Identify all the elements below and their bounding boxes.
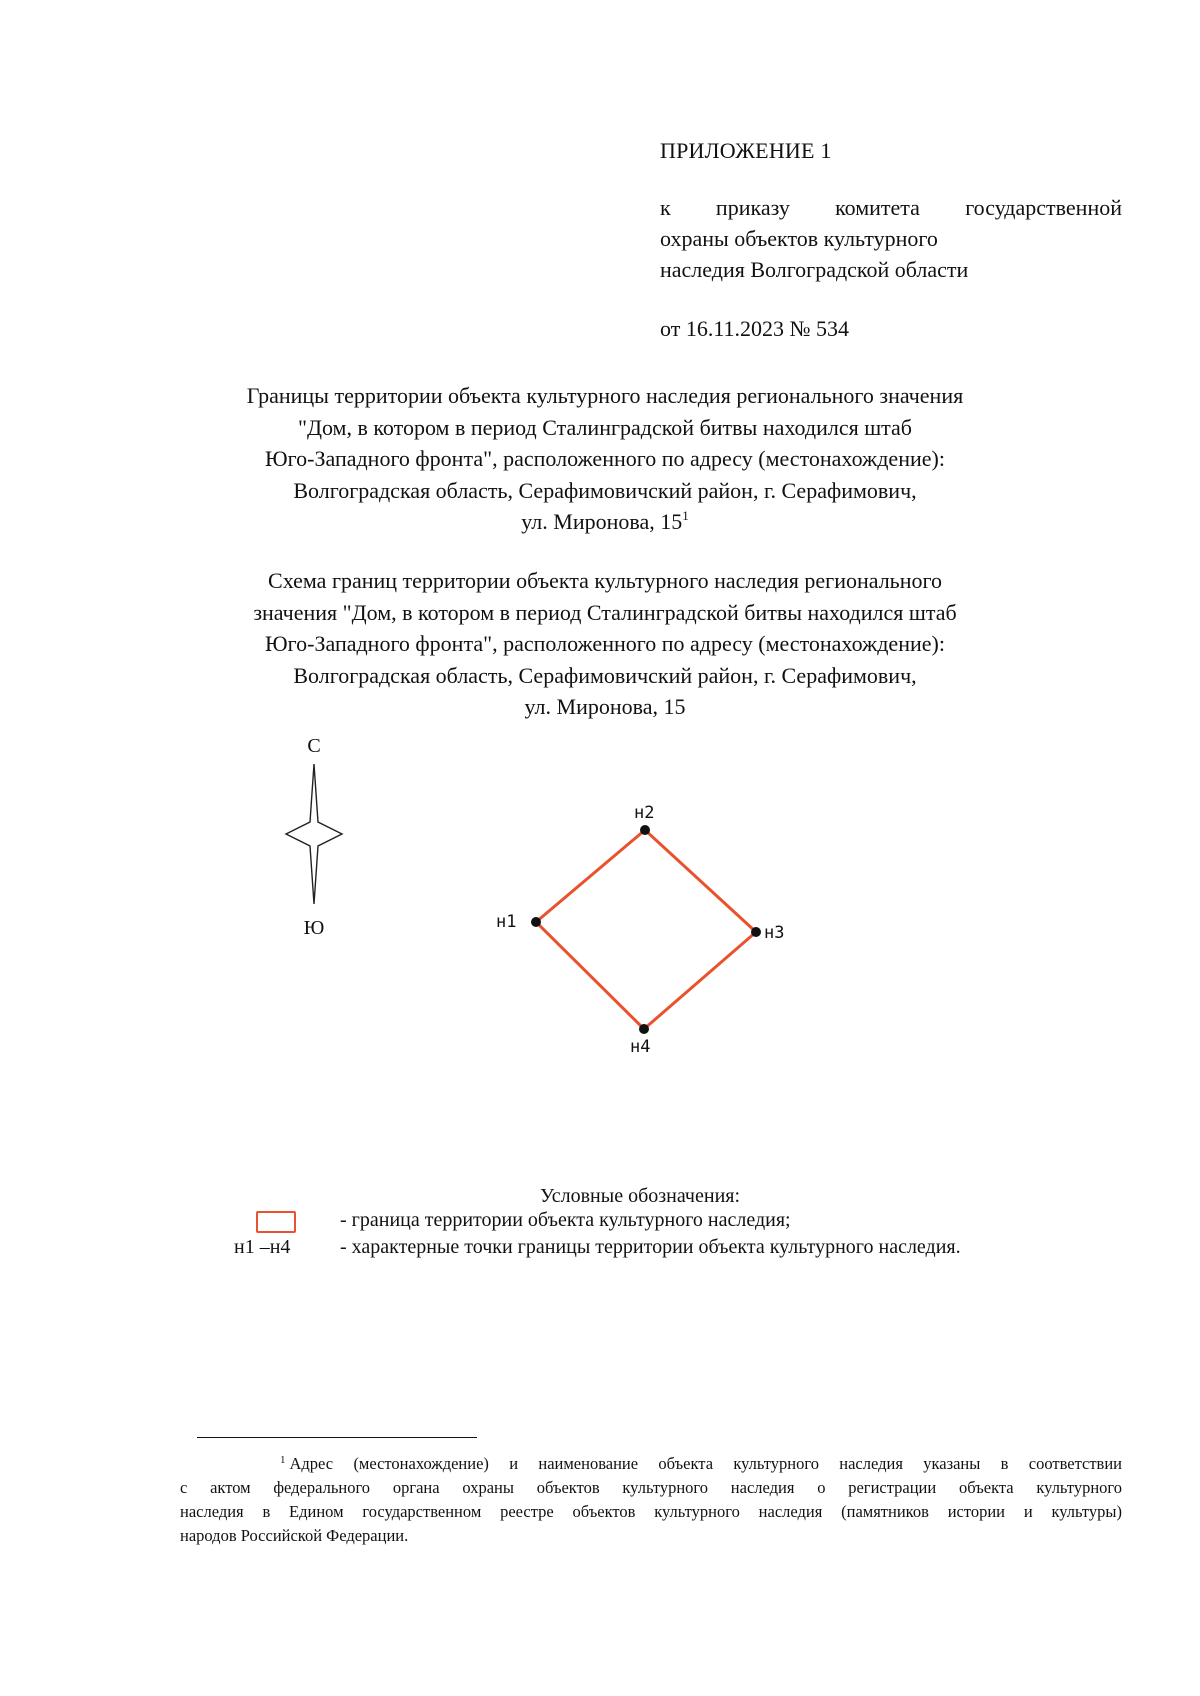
- footnote-separator: [197, 1437, 477, 1438]
- point-label-n2: н2: [634, 803, 655, 823]
- annex-reference-line-2: охраны объектов культурного: [660, 226, 938, 251]
- document-heading: [180, 380, 1030, 538]
- compass-north-label: С: [307, 735, 321, 757]
- annex-reference: [660, 192, 1122, 285]
- boundary-polygon: [536, 830, 756, 1029]
- schema-line-1: Схема границ территории объекта культурного наследия регионального: [268, 568, 942, 593]
- schema-title: [180, 565, 1030, 723]
- heading-line-4: Волгоградская область, Серафимовичский район, г. Серафимович,: [293, 477, 917, 503]
- annex-date: от 16.11.2023 № 534: [660, 316, 849, 341]
- legend-boundary-text: - граница территории объекта культурного наследия;: [340, 1209, 791, 1231]
- point-marker-n1: [531, 917, 541, 927]
- boundary-diagram: [480, 790, 820, 1070]
- footnote-line-2: с актом федерального органа охраны объектов культурного наследия о регистрации объекта культурного: [180, 1478, 1122, 1497]
- schema-line-3: Юго-Западного фронта", расположенного по адресу (местонахождение):: [265, 631, 945, 656]
- annex-reference-line-1: к приказу комитета государственной: [660, 195, 1122, 220]
- heading-line-3: Юго-Западного фронта", расположенного по адресу (местонахождение):: [265, 446, 945, 471]
- footnote-line-4: народов Российской Федерации.: [180, 1526, 409, 1545]
- annex-title: ПРИЛОЖЕНИЕ 1: [660, 138, 832, 163]
- point-marker-n4: [639, 1024, 649, 1034]
- point-label-n3: н3: [764, 923, 785, 943]
- schema-line-2: значения "Дом, в котором в период Сталинградской битвы находился штаб: [253, 599, 957, 625]
- footnote-mark: 1: [280, 1454, 286, 1466]
- point-marker-n2: [640, 825, 650, 835]
- heading-footnote-mark[interactable]: 1: [682, 508, 689, 523]
- legend-points-label: н1 –н4: [234, 1236, 291, 1258]
- heading-address: ул. Миронова, 15: [521, 509, 683, 534]
- legend-points-text: - характерные точки границы территории объекта культурного наследия.: [340, 1236, 961, 1258]
- footnote-line-3: наследия в Едином государственном реестре объектов культурного наследия (памятников истории и культуры): [180, 1502, 1122, 1521]
- footnote-line-1: [180, 1452, 1122, 1476]
- point-label-n4: н4: [630, 1037, 651, 1057]
- footnote-line-1-text: Адрес (местонахождение) и наименование объекта культурного наследия указаны в соответствии: [289, 1454, 1122, 1473]
- point-marker-n3: [751, 927, 761, 937]
- heading-line-2: "Дом, в котором в период Сталинградской битвы находился штаб: [297, 414, 912, 440]
- footnote: [180, 1452, 1122, 1548]
- schema-line-4: Волгоградская область, Серафимовичский район, г. Серафимович,: [293, 662, 917, 688]
- legend-title: Условные обозначения:: [540, 1185, 741, 1207]
- point-label-n1: н1: [496, 912, 517, 932]
- annex-reference-line-3: наследия Волгоградской области: [660, 257, 969, 282]
- compass-star-icon: [286, 764, 342, 904]
- compass-south-label: Ю: [303, 917, 325, 939]
- north-arrow-compass: [280, 730, 360, 940]
- heading-line-1: Границы территории объекта культурного наследия регионального значения: [246, 383, 964, 408]
- heading-line-5: [180, 506, 1030, 538]
- schema-line-5: ул. Миронова, 15: [524, 694, 686, 719]
- legend-boundary-swatch: [256, 1211, 296, 1233]
